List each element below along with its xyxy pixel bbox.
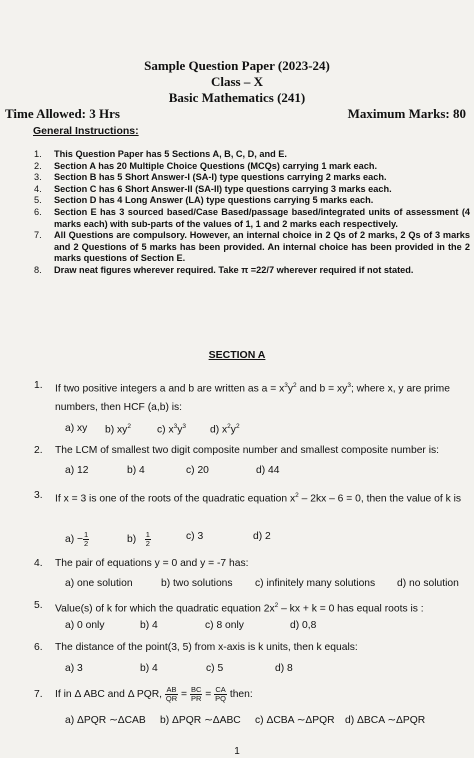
option-c: c) 5 bbox=[206, 663, 224, 674]
instruction-number: 2. bbox=[34, 160, 42, 171]
question-number: 6. bbox=[34, 642, 43, 653]
option-a: a) ΔPQR ∼ΔCAB bbox=[65, 715, 146, 726]
instruction-number: 4. bbox=[34, 183, 42, 194]
option-d: d) no solution bbox=[397, 578, 459, 589]
question-text: The LCM of smallest two digit composite number and smallest composite number is: bbox=[55, 445, 440, 456]
instruction-text: Section D has 4 Long Answer (LA) type questions carrying 5 marks each. bbox=[54, 195, 374, 206]
instruction-number: 8. bbox=[34, 264, 42, 275]
page-number: 1 bbox=[234, 746, 240, 757]
question-2 bbox=[34, 444, 470, 458]
maximum-marks: Maximum Marks: 80 bbox=[347, 106, 466, 121]
instruction-item bbox=[34, 265, 470, 277]
option-b: b) $xy^2$ bbox=[105, 423, 131, 436]
instruction-number: 1. bbox=[34, 149, 42, 159]
option-c: c) ΔCBA ∼ΔPQR bbox=[255, 715, 335, 726]
instruction-number: 6. bbox=[34, 206, 42, 217]
question-text: If x = 3 is one of the roots of the quadratic equation $x^2 - 2kx - 6 = 0$, then the value of k is bbox=[55, 492, 462, 505]
option-a: a) − $\frac{1}{2}$ bbox=[65, 530, 89, 548]
instruction-text: Section C has 6 Short Answer-II (SA-II) type questions carrying 3 marks each. bbox=[54, 183, 392, 194]
question-number: 2. bbox=[34, 445, 43, 456]
question-text: Value(s) of k for which the quadratic equation $2x^2$ – kx + k = 0 has equal roots is : bbox=[55, 602, 424, 615]
instruction-text: This Question Paper has 5 Sections A, B, C, D, and E. bbox=[54, 149, 287, 159]
option-c: c) 8 only bbox=[205, 620, 244, 631]
instruction-item bbox=[34, 149, 470, 161]
paper-title: Sample Question Paper (2023-24) bbox=[144, 58, 330, 73]
option-a: a) one solution bbox=[65, 578, 133, 589]
option-c: c) $x^3y^3$ bbox=[157, 423, 186, 436]
option-b: b) $\frac{1}{2}$ bbox=[127, 530, 150, 548]
option-b: b) two solutions bbox=[161, 578, 233, 589]
option-d: d) ΔBCA ∼ΔPQR bbox=[345, 715, 426, 726]
class-label: Class – X bbox=[210, 74, 263, 89]
instruction-item bbox=[34, 172, 470, 184]
option-d: d) 44 bbox=[256, 465, 280, 476]
instruction-text: Section E has 3 sourced based/Case Based/passage based/integrated units of assessment (4 marks each) with sub-parts of the values of 1, 1 and 2 marks each respectively. bbox=[54, 206, 470, 229]
option-c: c) 20 bbox=[186, 465, 209, 476]
option-a: a) xy bbox=[65, 423, 88, 434]
question-text: The distance of the point(3, 5) from x-axis is k units, then k equals: bbox=[55, 642, 358, 653]
question-text: If in Δ ABC and Δ PQR, $\frac{AB}{QR}$ = $\frac{BC}{PR}$ = $\frac{CA}{PQ}$ then: bbox=[55, 684, 253, 703]
question-text: The pair of equations y = 0 and y = -7 has: bbox=[55, 558, 249, 569]
option-b: b) 4 bbox=[140, 620, 158, 631]
question-1 bbox=[34, 376, 470, 417]
instruction-item bbox=[34, 195, 470, 207]
question-6 bbox=[34, 641, 470, 655]
question-number: 4. bbox=[34, 558, 43, 569]
instruction-number: 7. bbox=[34, 230, 42, 241]
instruction-text: All Questions are compulsory. However, an internal choice in 2 Qs of 2 marks, 2 Qs of 3 marks and 2 Questions of 5 marks has been provided. An internal choice has been provided in the 2 marks questions of Section E. bbox=[54, 230, 470, 264]
option-a: a) 0 only bbox=[65, 620, 105, 631]
question-number: 5. bbox=[34, 600, 43, 611]
option-c: c) infinitely many solutions bbox=[255, 578, 376, 589]
question-7 bbox=[34, 685, 470, 705]
option-d: d) 8 bbox=[275, 663, 293, 674]
question-text: If two positive integers a and b are written as $a = x^3y^2$ and $b = xy^3$; where x, y are prime numbers, then HCF (a,b) is: bbox=[55, 382, 450, 414]
option-b: b) ΔPQR ∼ΔABC bbox=[160, 715, 241, 726]
question-3 bbox=[34, 486, 470, 508]
option-b: b) 4 bbox=[140, 663, 158, 674]
option-d: d) 2 bbox=[253, 531, 271, 542]
instruction-number: 3. bbox=[34, 172, 42, 183]
subject-label: Basic Mathematics (241) bbox=[168, 90, 306, 105]
option-a: a) 3 bbox=[65, 663, 83, 674]
option-c: c) 3 bbox=[186, 531, 204, 542]
question-4 bbox=[34, 557, 470, 571]
general-instructions-heading: General Instructions: bbox=[33, 125, 139, 137]
instruction-text: Section B has 5 Short Answer-I (SA-I) type questions carrying 2 marks each. bbox=[54, 172, 387, 183]
instruction-item bbox=[34, 230, 470, 265]
question-number: 7. bbox=[34, 689, 43, 700]
section-a-heading: SECTION A bbox=[208, 349, 266, 361]
instruction-item bbox=[34, 161, 470, 173]
instruction-text: Draw neat figures wherever required. Take π =22/7 wherever required if not stated. bbox=[54, 264, 414, 275]
question-number: 1. bbox=[34, 380, 43, 391]
option-b: b) 4 bbox=[127, 465, 145, 476]
instruction-item bbox=[34, 184, 470, 196]
instructions-list bbox=[34, 149, 470, 277]
option-a: a) 12 bbox=[65, 465, 89, 476]
instruction-number: 5. bbox=[34, 195, 42, 206]
time-allowed: Time Allowed: 3 Hrs bbox=[5, 106, 120, 121]
option-d: d) 0,8 bbox=[290, 620, 317, 631]
question-number: 3. bbox=[34, 490, 43, 501]
question-5 bbox=[34, 599, 470, 616]
option-d: d) $x^2y^2$ bbox=[210, 423, 240, 436]
instruction-text: Section A has 20 Multiple Choice Questions (MCQs) carrying 1 mark each. bbox=[54, 160, 378, 171]
instruction-item bbox=[34, 207, 470, 230]
